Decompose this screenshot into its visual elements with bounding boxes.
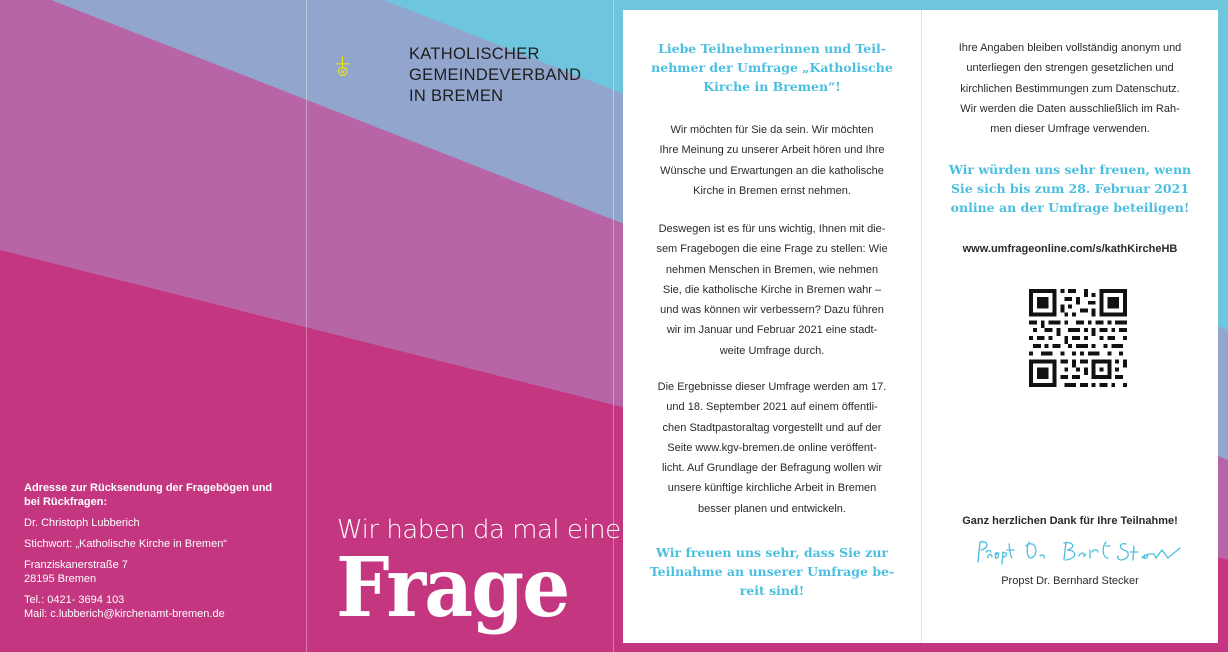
text-line: sem Fragebogen die eine Frage zu stellen: Wie xyxy=(656,243,888,256)
closing-line: Teilnahme an unserer Umfrage be- xyxy=(649,564,895,579)
fold-line xyxy=(613,0,614,652)
thanks-line: Ganz herzlichen Dank für Ihre Teilnahme! xyxy=(962,515,1178,527)
cover-title: Frage xyxy=(336,540,569,636)
text-line: men dieser Umfrage verwenden. xyxy=(990,123,1150,136)
call-to-action xyxy=(922,160,1218,217)
greeting-line: Liebe Teilnehmerinnen und Teil- xyxy=(658,41,886,56)
address-heading-line: bei Rückfragen: xyxy=(24,496,108,508)
text-line: wir im Januar und Februar 2021 eine stadt- xyxy=(666,324,878,337)
text-line: Wünsche und Erwartungen an die katholische xyxy=(660,164,884,177)
text-line: Wir möchten für Sie da sein. Wir möchten xyxy=(670,124,874,136)
contact-name: Dr. Christoph Lubberich xyxy=(24,517,140,529)
text-line: Ihre Angaben bleiben vollständig anonym und xyxy=(958,42,1182,54)
street-line: Franziskanerstraße 7 xyxy=(24,559,128,571)
text-line: und 18. September 2021 auf einem öffentli- xyxy=(666,401,878,414)
text-line: weite Umfrage durch. xyxy=(719,344,825,357)
text-line: Die Ergebnisse dieser Umfrage werden am 17. xyxy=(657,381,887,393)
mail-line: Mail: c.lubberich@kirchenamt-bremen.de xyxy=(24,608,225,620)
qr-code-icon[interactable] xyxy=(1029,289,1127,387)
logo-text xyxy=(409,44,581,107)
cta-line: online an der Umfrage beteiligen! xyxy=(950,200,1190,215)
text-line: Wir werden die Daten ausschließlich im Rah- xyxy=(960,102,1180,115)
greeting-heading xyxy=(623,39,921,96)
keyword-line: Stichwort: „Katholische Kirche in Bremen“ xyxy=(24,538,227,550)
cta-line: Sie sich bis zum 28. Februar 2021 xyxy=(950,181,1190,196)
paragraph-question xyxy=(623,219,921,361)
closing-heading xyxy=(623,543,921,600)
paragraph-results xyxy=(623,377,921,519)
text-line: licht. Auf Grundlage der Befragung wollen wir xyxy=(661,462,883,475)
text-line: besser planen und entwickeln. xyxy=(698,502,846,515)
text-line: Kirche in Bremen ernst nehmen. xyxy=(693,184,851,197)
text-line: nehmen Menschen in Bremen, wie nehmen xyxy=(665,263,879,276)
logo-line: GEMEINDEVERBAND xyxy=(409,66,582,84)
cover-tagline: Wir haben da mal eine xyxy=(337,515,621,545)
text-line: unsere künftige kirchliche Arbeit in Bremen xyxy=(667,482,877,495)
logo-line: KATHOLISCHER xyxy=(409,45,540,63)
city-line: 28195 Bremen xyxy=(24,573,97,585)
privacy-paragraph xyxy=(922,38,1218,139)
paragraph-intro xyxy=(623,120,921,201)
greeting-line: nehmer der Umfrage „Katholische xyxy=(651,60,893,75)
signer-name: Propst Dr. Bernhard Stecker xyxy=(1001,575,1139,587)
text-line: Ihre Meinung zu unserer Arbeit hören und Ihre xyxy=(659,144,885,157)
text-line: unterliegen den strengen gesetzlichen und xyxy=(966,62,1174,75)
address-heading xyxy=(24,481,294,509)
closing-line: reit sind! xyxy=(739,583,805,598)
cross-with-c-emblem-icon xyxy=(337,57,350,76)
text-line: Seite www.kgv-bremen.de online veröffent- xyxy=(667,441,877,454)
text-line: chen Stadtpastoraltag vorgestellt und auf der xyxy=(662,421,882,434)
cta-line: Wir würden uns sehr freuen, wenn xyxy=(948,162,1192,177)
text-line: Deswegen ist es für uns wichtig, Ihnen mit die- xyxy=(658,223,886,235)
phone-line: Tel.: 0421- 3694 103 xyxy=(24,594,125,606)
closing-line: Wir freuen uns sehr, dass Sie zur xyxy=(655,545,889,560)
handwritten-signature xyxy=(974,536,1184,568)
text-line: und was können wir verbessern? Dazu führen xyxy=(660,304,884,317)
return-address xyxy=(24,481,294,621)
text-line: Sie, die katholische Kirche in Bremen wahr – xyxy=(662,283,882,296)
text-line: kirchlichen Bestimmungen zum Datenschutz. xyxy=(960,82,1180,95)
fold-line xyxy=(306,0,307,652)
survey-url[interactable]: www.umfrageonline.com/s/kathKircheHB xyxy=(962,243,1178,255)
greeting-line: Kirche in Bremen“! xyxy=(703,79,841,94)
address-heading-line: Adresse zur Rücksendung der Fragebögen und xyxy=(24,482,273,494)
logo-line: IN BREMEN xyxy=(409,87,504,105)
logo-emblem xyxy=(336,22,406,112)
